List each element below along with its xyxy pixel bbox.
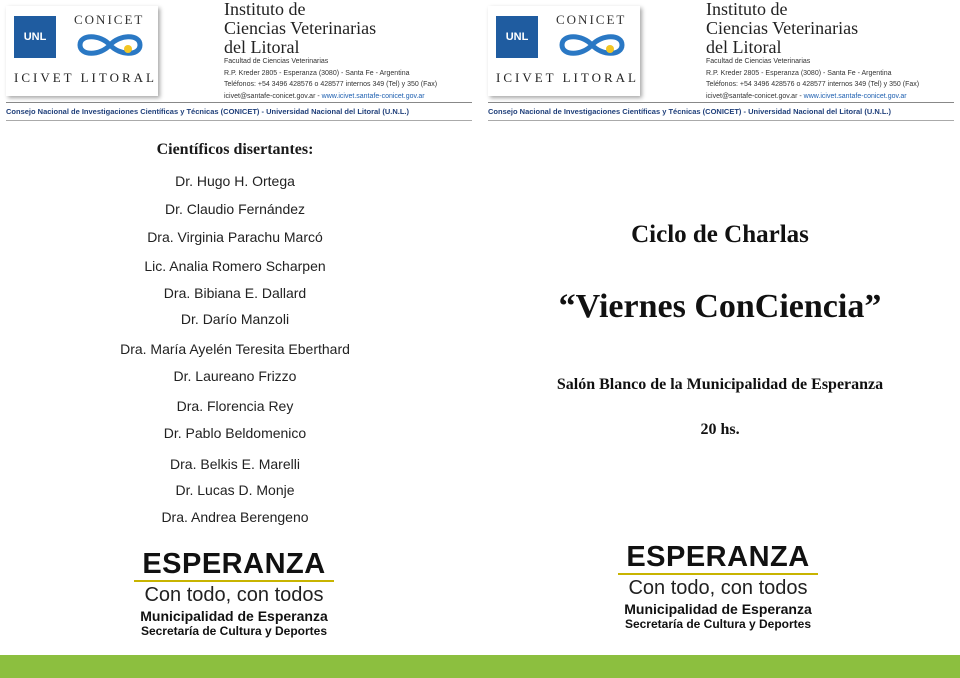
speaker-item: Dr. Darío Manzoli: [180, 311, 290, 327]
faculty-text: Facultad de Ciencias Veterinarias: [706, 58, 811, 65]
speaker-item: Dra. Virginia Parachu Marcó: [147, 229, 323, 245]
esperanza-underline: [618, 573, 818, 575]
speaker-item: Dr. Claudio Fernández: [164, 201, 306, 217]
esperanza-wordmark: ESPERANZA: [626, 541, 810, 573]
header-underline: [488, 120, 954, 121]
conicet-wordmark: CONICET: [556, 12, 627, 27]
secretariat-name: Secretaría de Cultura y Deportes: [624, 617, 812, 631]
institute-contact: [224, 56, 437, 102]
institute-line-2: Ciencias Veterinarias: [224, 18, 377, 38]
address-text: R.P. Kreder 2805 - Esperanza (3080) - Santa Fe - Argentina: [224, 69, 410, 77]
event-title: Ciclo de Charlas: [631, 221, 809, 248]
council-text: Consejo Nacional de Investigaciones Científicas y Técnicas (CONICET) - Universidad Nacional del Litoral (U.N.L.): [488, 107, 892, 116]
institution-logo: [488, 6, 640, 96]
institute-line-3: del Litoral: [706, 37, 782, 57]
institute-title: [224, 0, 376, 57]
speaker-item: Dra. Belkis E. Marelli: [170, 456, 300, 472]
esperanza-slogan: Con todo, con todos: [144, 584, 324, 606]
institute-line-1: Instituto de: [706, 0, 788, 19]
conicet-infinity-icon: [554, 30, 630, 60]
bottom-color-bar: [0, 655, 960, 678]
conicet-wordmark: CONICET: [74, 12, 145, 27]
speaker-item: Dra. María Ayelén Teresita Eberthard: [120, 341, 350, 357]
website-link[interactable]: www.icivet.santafe-conicet.gov.ar: [803, 92, 907, 100]
council-text: Consejo Nacional de Investigaciones Científicas y Técnicas (CONICET) - Universidad Nacional del Litoral (U.N.L.): [6, 107, 410, 116]
institution-logo: [6, 6, 158, 96]
esperanza-logo-left: [104, 549, 364, 638]
header-divider: [6, 102, 472, 103]
speaker-item: Dr. Pablo Beldomenico: [163, 425, 307, 441]
email-link[interactable]: icivet@santafe-conicet.gov.ar: [224, 92, 316, 100]
speaker-item: Dra. Andrea Berengeno: [161, 509, 309, 525]
secretariat-name: Secretaría de Cultura y Deportes: [140, 624, 328, 638]
unl-logo: UNL: [14, 16, 56, 58]
faculty-text: Facultad de Ciencias Veterinarias: [224, 58, 329, 65]
header-divider: [488, 102, 954, 103]
institute-line-3: del Litoral: [224, 37, 300, 57]
institute-line-2: Ciencias Veterinarias: [706, 18, 859, 38]
speaker-item: Dr. Lucas D. Monje: [175, 482, 295, 498]
institute-title: [706, 0, 858, 57]
speaker-item: Dr. Laureano Frizzo: [173, 368, 297, 384]
event-time: 20 hs.: [700, 421, 740, 438]
phones-text: Teléfonos: +54 3496 428576 o 428577 internos 349 (Tel) y 350 (Fax): [224, 81, 438, 88]
speakers-heading: Científicos disertantes:: [156, 141, 314, 158]
speaker-item: Dr. Hugo H. Ortega: [175, 173, 295, 189]
institute-contact: [706, 56, 919, 102]
header-underline: [6, 120, 472, 121]
municipality-name: Municipalidad de Esperanza: [624, 601, 812, 617]
address-text: R.P. Kreder 2805 - Esperanza (3080) - Santa Fe - Argentina: [706, 69, 892, 77]
phones-text: Teléfonos: +54 3496 428576 o 428577 internos 349 (Tel) y 350 (Fax): [706, 81, 920, 88]
website-link[interactable]: www.icivet.santafe-conicet.gov.ar: [321, 92, 425, 100]
contact-web-line: [224, 91, 437, 103]
institute-line-1: Instituto de: [224, 0, 306, 19]
contact-web-line: [706, 91, 919, 103]
esperanza-slogan: Con todo, con todos: [628, 577, 808, 599]
unl-logo: UNL: [496, 16, 538, 58]
icivet-wordmark: ICIVET LITORAL: [496, 70, 639, 85]
speaker-item: Dra. Florencia Rey: [176, 398, 294, 414]
esperanza-wordmark: ESPERANZA: [142, 548, 326, 580]
event-name: “Viernes ConCiencia”: [558, 288, 882, 325]
email-link[interactable]: icivet@santafe-conicet.gov.ar: [706, 92, 798, 100]
speaker-item: Dra. Bibiana E. Dallard: [163, 285, 307, 301]
separator-text: -: [797, 92, 804, 100]
event-venue: Salón Blanco de la Municipalidad de Esperanza: [556, 376, 884, 393]
separator-text: -: [315, 92, 322, 100]
speaker-item: Lic. Analia Romero Scharpen: [144, 258, 326, 274]
esperanza-underline: [134, 580, 334, 582]
municipality-name: Municipalidad de Esperanza: [140, 608, 328, 624]
esperanza-logo-right: [588, 542, 848, 631]
conicet-infinity-icon: [72, 30, 148, 60]
icivet-wordmark: ICIVET LITORAL: [14, 70, 157, 85]
